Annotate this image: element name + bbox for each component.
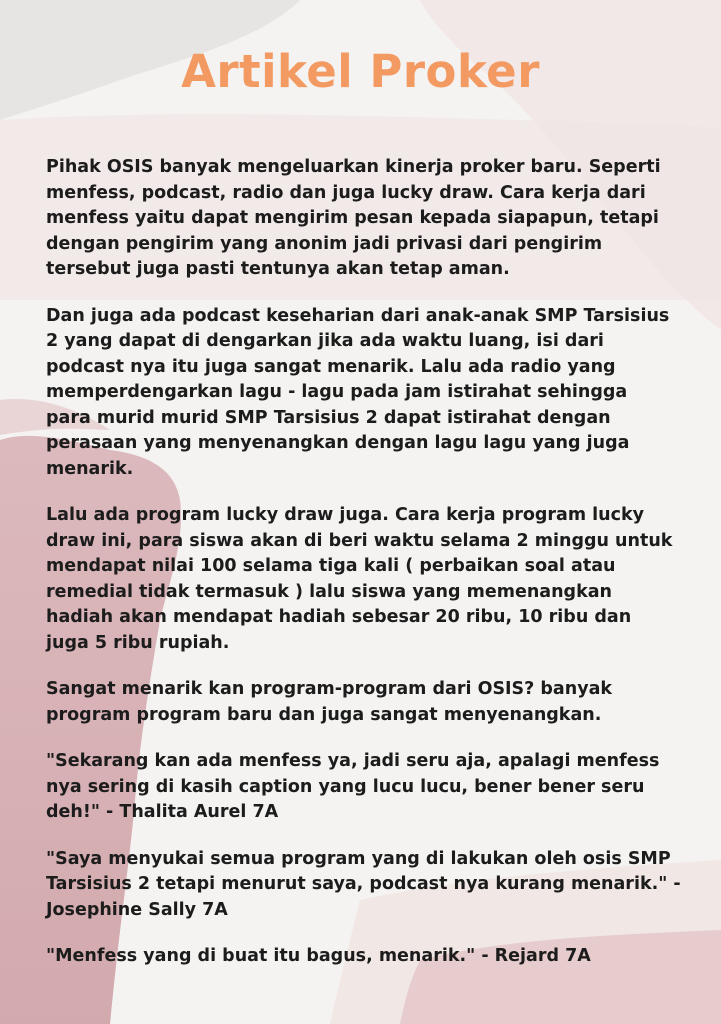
paragraph-podcast-radio: Dan juga ada podcast keseharian dari anak-anak SMP Tarsisius 2 yang dapat di dengarkan jika ada waktu luang, isi dari podcast nya itu juga sangat menarik. Lalu ada radio yang memperdengarkan lagu - lagu pada jam istirahat sehingga para murid murid SMP Tarsisius 2 dapat istirahat dengan perasaan yang menyenangkan dengan lagu lagu yang juga menarik.: [46, 305, 670, 479]
paragraph-intro: Pihak OSIS banyak mengeluarkan kinerja proker baru. Seperti menfess, podcast, radio dan juga lucky draw. Cara kerja dari menfess yaitu dapat mengirim pesan kepada siapapun, tetapi dengan pengirim yang anonim jadi privasi dari pengirim tersebut juga pasti tentunya akan tetap aman.: [46, 157, 661, 279]
quote-thalita: "Sekarang kan ada menfess ya, jadi seru aja, apalagi menfess nya sering di kasih caption yang lucu lucu, bener bener seru deh!" - Thalita Aurel 7A: [46, 751, 660, 822]
quote-rejard: "Menfess yang di buat itu bagus, menarik." - Rejard 7A: [46, 946, 591, 966]
article-title: Artikel Proker: [181, 45, 540, 98]
paragraph-lucky-draw: Lalu ada program lucky draw juga. Cara kerja program lucky draw ini, para siswa akan di beri waktu selama 2 minggu untuk mendapat nilai 100 selama tiga kali ( perbaikan soal atau remedial tidak termasuk ) lalu siswa yang memenangkan hadiah akan mendapat hadiah sebesar 20 ribu, 10 ribu dan juga 5 ribu rupiah.: [46, 505, 673, 653]
paragraph-summary: Sangat menarik kan program-program dari OSIS? banyak program program baru dan juga sangat menyenangkan.: [46, 679, 613, 725]
quote-josephine: "Saya menyukai semua program yang di lakukan oleh osis SMP Tarsisius 2 tetapi menurut saya, podcast nya kurang menarik." - Josephine Sally 7A: [46, 848, 681, 920]
article-body: [46, 155, 686, 991]
